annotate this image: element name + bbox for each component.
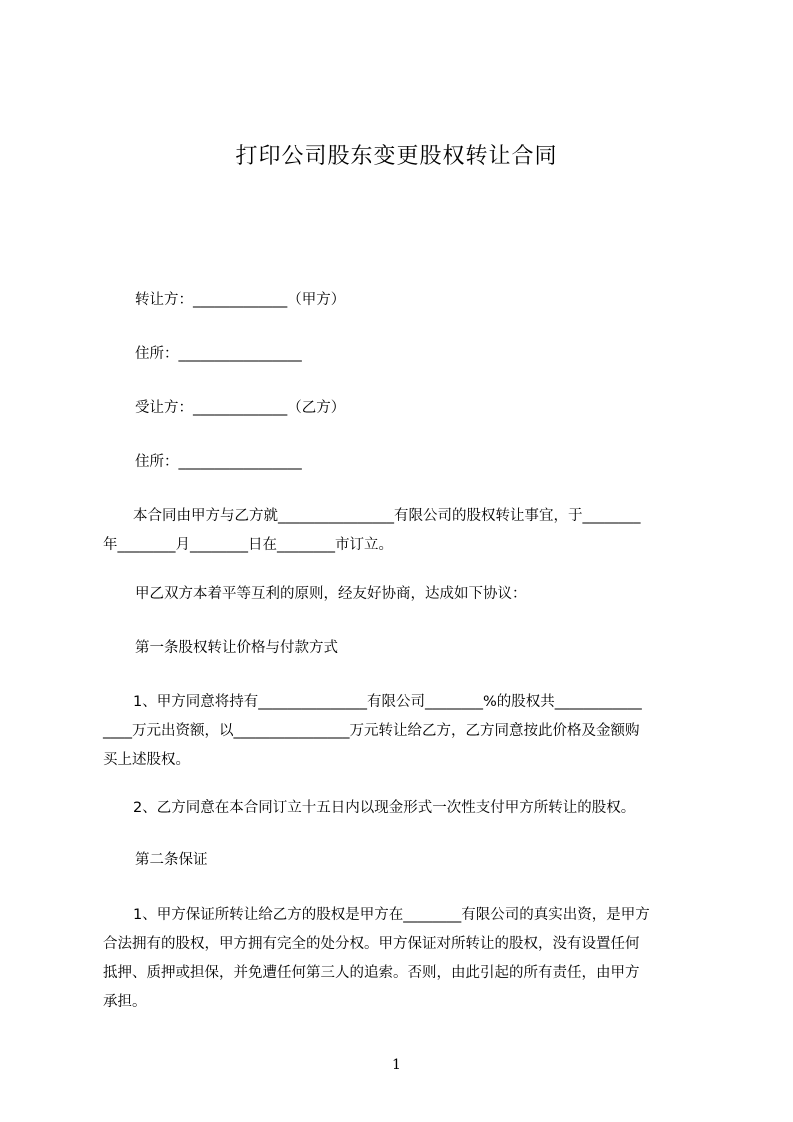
article-2-clause-1-row-3: 抵押、质押或担保，并免遭任何第三人的追索。否则，由此引起的所有责任，由甲方 [103,965,640,981]
transferor-line: 转让方：_____________（甲方） [135,292,346,308]
transferee-address-line: 住所：_________________ [135,454,302,470]
article-1-clause-1 [103,688,733,775]
article-1-clause-1-row-1: 1、甲方同意将持有_______________有限公司________%的股权共____________ [133,694,642,710]
article-1-clause-1-row-2: ____万元出资额，以________________万元转让给乙方，乙方同意按此价格及金额购 [103,723,640,739]
article-2-clause-1 [103,901,733,1017]
article-1-heading: 第一条股权转让价格与付款方式 [135,640,338,656]
article-1-clause-2: 2、乙方同意在本合同订立十五日内以现金形式一次性支付甲方所转让的股权。 [133,800,636,816]
intro-paragraph [103,502,733,560]
transferor-address-line: 住所：_________________ [135,346,302,362]
page-number: 1 [392,1057,401,1073]
article-2-clause-1-row-4: 承担。 [103,994,147,1010]
agreement-intro: 甲乙双方本着平等互利的原则，经友好协商，达成如下协议： [135,586,527,602]
article-2-clause-1-row-2: 合法拥有的股权，甲方拥有完全的处分权。甲方保证对所转让的股权，没有设置任何 [103,936,640,952]
article-1-clause-1-row-3: 买上述股权。 [103,752,190,768]
article-2-clause-1-row-1: 1、甲方保证所转让给乙方的股权是甲方在________有限公司的真实出资，是甲方 [133,907,650,923]
article-2-heading: 第二条保证 [135,852,208,868]
intro-paragraph-row-2: 年________月________日在________市订立。 [103,537,393,553]
transferee-line: 受让方：_____________（乙方） [135,400,346,416]
document-title: 打印公司股东变更股权转让合同 [235,144,558,169]
intro-paragraph-row-1: 本合同由甲方与乙方就________________有限公司的股权转让事宜，于________ [133,508,641,524]
